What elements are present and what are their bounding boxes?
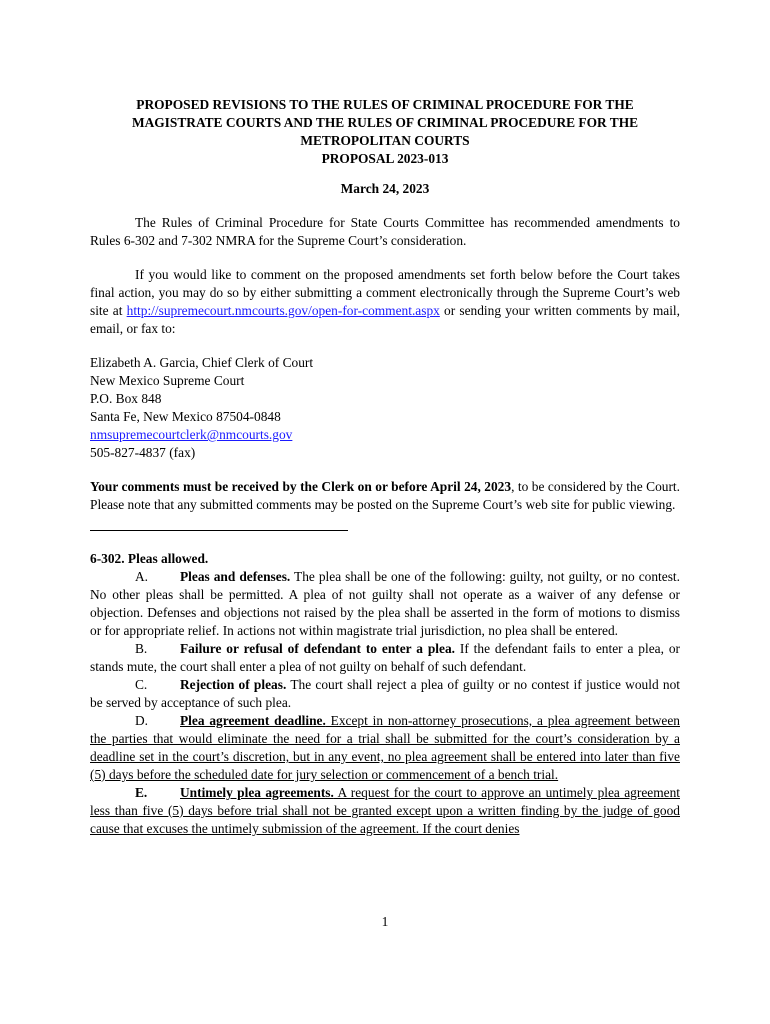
item-e-label: E. — [135, 785, 148, 800]
item-c-text: The court shall reject a plea of guilty or no contest if justice would not be served by acceptance of such plea. — [90, 677, 681, 710]
title-line-2: MAGISTRATE COURTS AND THE RULES OF CRIMINAL PROCEDURE FOR THE — [131, 115, 639, 130]
intro-p2-before: If you would like to comment on the proposed amendments set forth below before the Court takes final action, you may do so by either submitting a comment electronically through the Supreme Court’s web site at — [90, 267, 680, 318]
address-fax: 505-827-4837 (fax) — [90, 445, 196, 460]
deadline-paragraph — [90, 478, 680, 514]
address-city: Santa Fe, New Mexico 87504-0848 — [90, 409, 281, 424]
document-title — [90, 96, 680, 168]
title-line-1: PROPOSED REVISIONS TO THE RULES OF CRIMINAL PROCEDURE FOR THE — [136, 97, 634, 112]
item-d-title: Plea agreement deadline. — [180, 713, 326, 728]
separator-rule — [90, 514, 680, 532]
item-c-label: C. — [135, 677, 148, 692]
address-name: Elizabeth A. Garcia, Chief Clerk of Court — [90, 355, 314, 370]
document-page — [90, 96, 680, 838]
rule-item-e — [90, 784, 680, 838]
deadline-rest: , to be considered by the Court. Please note that any submitted comments may be posted on the Supreme Court’s web site for public viewing. — [90, 479, 680, 512]
item-a-text: The plea shall be one of the following: guilty, not guilty, or no contest. No other pleas shall be permitted. A plea of not guilty shall not operate as a waiver of any defense or objection. Defenses and objections not raised by the plea shall be asserted in the form of motions to dismiss or for appropriate relief. In actions not within magistrate trial jurisdiction, no plea shall be entered. — [90, 569, 680, 638]
intro-paragraph-1: The Rules of Criminal Procedure for State Courts Committee has recommended amendments to Rules 6-302 and 7-302 NMRA for the Supreme Court’s consideration. — [90, 215, 680, 248]
clerk-email-link[interactable]: nmsupremecourtclerk@nmcourts.gov — [90, 427, 293, 442]
title-line-3: METROPOLITAN COURTS — [300, 133, 470, 148]
document-date: March 24, 2023 — [340, 181, 430, 196]
item-b-title: Failure or refusal of defendant to enter a plea. — [180, 641, 455, 656]
rule-item-a — [90, 568, 680, 640]
item-e-title: Untimely plea agreements. — [180, 785, 334, 800]
intro-p2-after: or sending your written comments by mail, email, or fax to: — [90, 303, 680, 336]
title-line-4: PROPOSAL 2023-013 — [321, 151, 449, 166]
page-number: 1 — [381, 914, 389, 929]
address-box: P.O. Box 848 — [90, 391, 162, 406]
item-c-title: Rejection of pleas. — [180, 677, 287, 692]
item-d-text: Except in non-attorney prosecutions, a plea agreement between the parties that would eliminate the need for a trial shall be submitted for the court’s consideration by a deadline set in the court’s discretion, but in any event, no plea agreement shall be entered into later than five (5) days before the scheduled date for jury selection or commencement of a bench trial. — [90, 713, 680, 782]
item-e-text: A request for the court to approve an untimely plea agreement less than five (5) days before trial shall not be granted except upon a written finding by the judge of good cause that excuses the untimely submission of the agreement. If the court denies — [90, 785, 680, 836]
address-org: New Mexico Supreme Court — [90, 373, 245, 388]
rule-heading: 6-302. Pleas allowed. — [90, 551, 209, 566]
item-a-title: Pleas and defenses. — [180, 569, 291, 584]
item-b-text: If the defendant fails to enter a plea, or stands mute, the court shall enter a plea of not guilty on behalf of such defendant. — [90, 641, 680, 674]
comment-website-link[interactable]: http://supremecourt.nmcourts.gov/open-for-comment.aspx — [126, 303, 440, 318]
rule-item-c — [90, 676, 680, 712]
item-b-label: B. — [135, 641, 148, 656]
deadline-bold: Your comments must be received by the Clerk on or before April 24, 2023 — [90, 479, 512, 494]
intro-paragraph-2 — [90, 266, 680, 338]
rule-item-b — [90, 640, 680, 676]
item-d-label: D. — [135, 713, 149, 728]
clerk-address — [90, 354, 680, 462]
rule-item-d — [90, 712, 680, 784]
item-a-label: A. — [135, 569, 149, 584]
